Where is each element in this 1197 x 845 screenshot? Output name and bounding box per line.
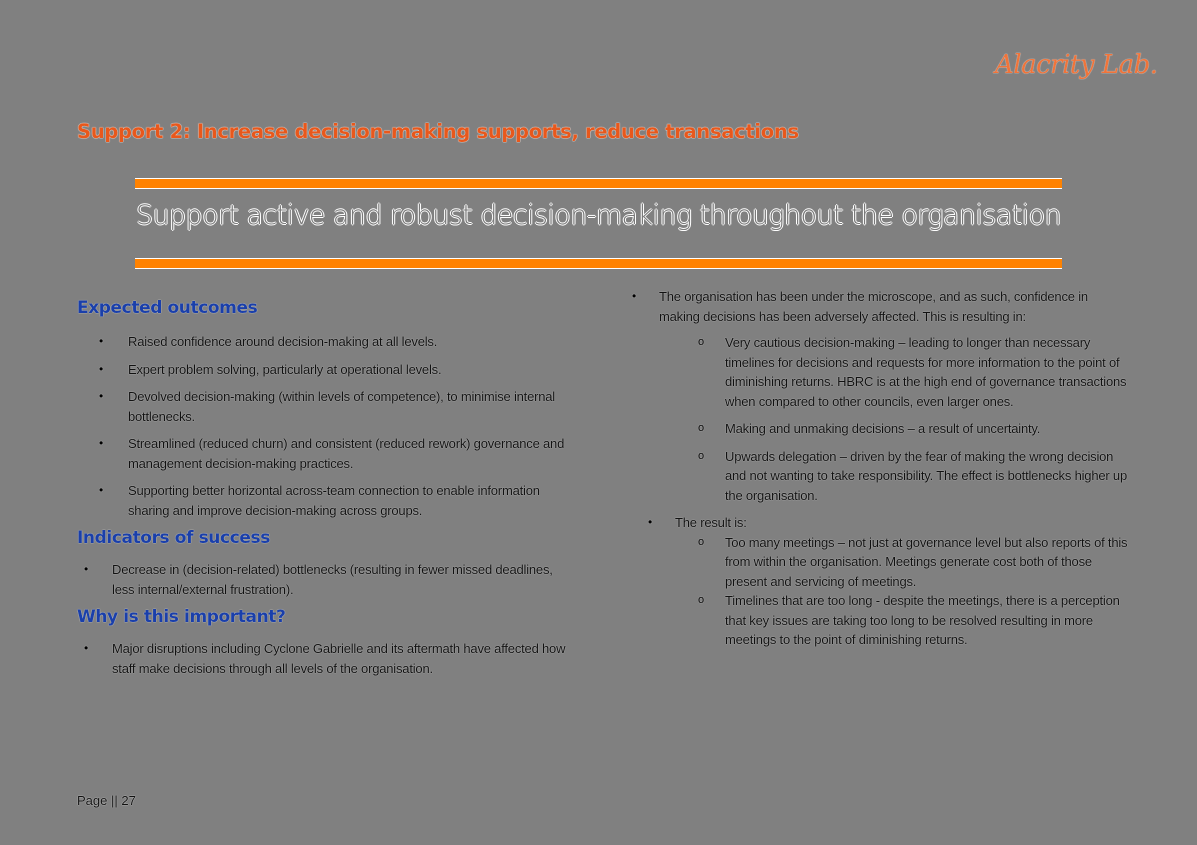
bullet-icon: •	[648, 515, 653, 529]
list-item	[77, 360, 577, 380]
bullet-icon: •	[632, 289, 637, 303]
page-number: Page || 27	[77, 793, 136, 808]
list-item	[77, 434, 577, 473]
result-label: The result is:	[675, 515, 747, 530]
bullet-icon: •	[99, 436, 104, 450]
expected-outcomes-list	[77, 332, 577, 520]
sub-list-item	[698, 419, 1132, 439]
list-item-text: Timelines that are too long - despite the meetings, there is a perception that key issues are taking too long to be resolved resulting in more meetings to the point of diminishing returns.	[725, 593, 1120, 647]
list-item-text: Decrease in (decision-related) bottlenecks (resulting in fewer missed deadlines, less internal/external frustration).	[112, 562, 553, 597]
list-item-text: Very cautious decision-making – leading to longer than necessary timelines for decisions and requests for more information to the point of diminishing returns. HBRC is at the high end of governance transactions when compared to other councils, even larger ones.	[725, 335, 1127, 409]
list-item-text: Expert problem solving, particularly at operational levels.	[128, 361, 442, 377]
list-item	[632, 513, 1132, 650]
sub-bullet-icon: o	[698, 594, 704, 606]
bullet-icon: •	[99, 361, 104, 376]
resulting-in-list	[698, 333, 1132, 505]
list-item-text: Supporting better horizontal across-team connection to enable information sharing and improve decision-making across groups.	[128, 483, 540, 518]
list-item	[77, 332, 577, 352]
list-item-text: Too many meetings – not just at governance level but also reports of this from within the organisation. Meetings generate cost both of those present and servicing of meetings.	[725, 534, 1128, 589]
section-title: Support 2: Increase decision-making supports, reduce transactions	[77, 120, 799, 143]
sub-list-item	[698, 333, 1132, 411]
list-item-text: Upwards delegation – driven by the fear of making the wrong decision and not wanting to take responsibility. The effect is bottlenecks higher up the organisation.	[725, 448, 1127, 503]
why-important-list	[77, 639, 577, 678]
indicators-heading: Indicators of success	[77, 528, 270, 548]
sub-bullet-icon: o	[698, 535, 704, 548]
list-item-text: Streamlined (reduced churn) and consistent (reduced rework) governance and management decision-making practices.	[128, 436, 565, 471]
list-item-text: Devolved decision-making (within levels of competence), to minimise internal bottlenecks.	[128, 389, 555, 424]
sub-bullet-icon: o	[698, 336, 704, 348]
sub-list-item	[698, 533, 1132, 592]
bullet-icon: •	[99, 334, 104, 348]
sub-bullet-icon: o	[698, 449, 704, 462]
list-item-text: Raised confidence around decision-making at all levels.	[128, 334, 438, 349]
list-item-text: Making and unmaking decisions – a result of uncertainty.	[725, 421, 1041, 436]
list-item	[77, 560, 577, 599]
list-item-text: Major disruptions including Cyclone Gabrielle and its aftermath have affected how staff make decisions through all levels of the organisation.	[112, 641, 566, 676]
bullet-icon: •	[99, 483, 104, 497]
left-column	[77, 298, 577, 678]
bullet-icon: •	[84, 641, 89, 655]
results-list	[698, 533, 1132, 650]
sub-list-item	[698, 591, 1132, 650]
context-list	[632, 287, 1132, 650]
list-item	[77, 481, 577, 520]
alacrity-lab-logo: Alacrity Lab.	[995, 50, 1158, 80]
sub-list-item	[698, 447, 1132, 506]
indicators-list	[77, 560, 577, 599]
sub-bullet-icon: o	[698, 422, 704, 434]
list-item	[77, 387, 577, 426]
list-item	[77, 639, 577, 678]
expected-outcomes-heading: Expected outcomes	[77, 298, 258, 318]
banner-top-rule	[135, 178, 1062, 189]
banner-bottom-rule	[135, 258, 1062, 269]
right-column	[632, 287, 1132, 650]
intro-text: The organisation has been under the microscope, and as such, confidence in making decisions has been adversely affected. This is resulting in:	[659, 289, 1088, 324]
bullet-icon: •	[99, 389, 104, 403]
why-important-heading: Why is this important?	[77, 607, 286, 627]
list-item	[632, 287, 1132, 505]
banner-heading: Support active and robust decision-making throughout the organisation	[135, 200, 1062, 231]
bullet-icon: •	[84, 562, 89, 576]
